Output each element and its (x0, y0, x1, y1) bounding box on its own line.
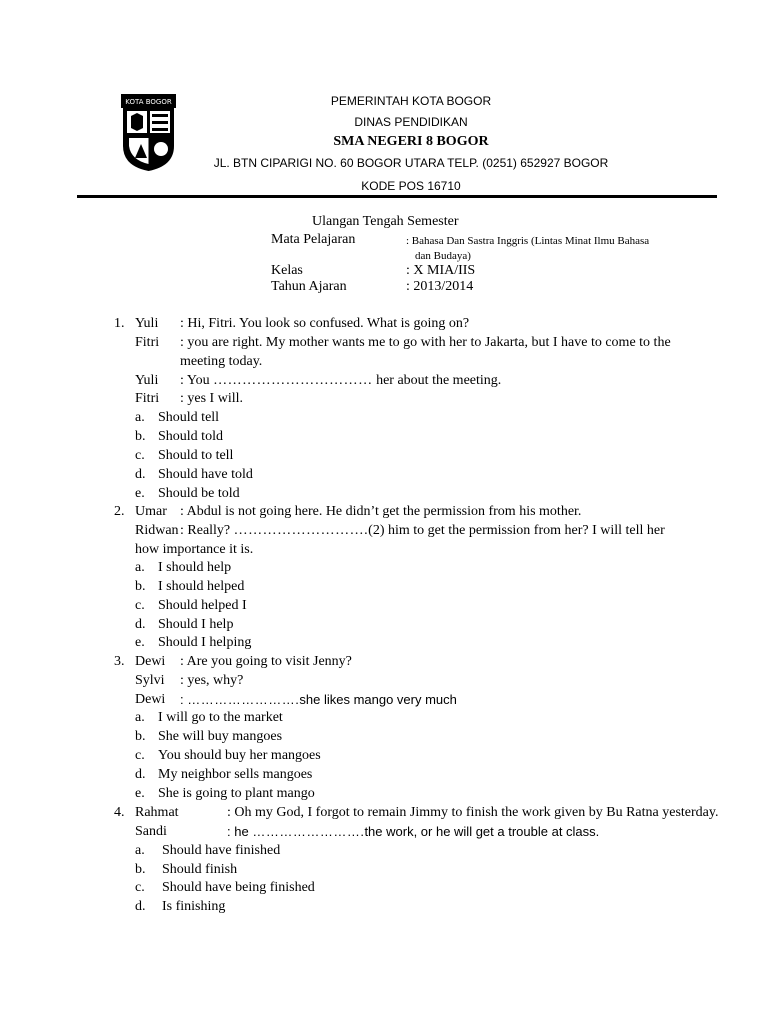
speaker: Rahmat (135, 805, 179, 820)
option-letter: b. (135, 429, 146, 444)
dialogue-text: she likes mango very much (299, 692, 457, 707)
option-text: Should helped I (158, 598, 247, 613)
header-postal-code: KODE POS 16710 (361, 179, 461, 193)
header-department: DINAS PENDIDIKAN (354, 115, 468, 129)
dialogue-line (180, 371, 501, 390)
option-text: Should to tell (158, 448, 234, 463)
option-letter: a. (135, 843, 145, 858)
subject-label: Mata Pelajaran (271, 232, 356, 247)
speaker: Yuli (135, 316, 159, 331)
question-number: 4. (114, 805, 125, 820)
speaker: Yuli (135, 373, 159, 388)
dialogue-text: the work, or he will get a trouble at class. (364, 824, 600, 839)
option-text: Should be told (158, 486, 240, 501)
option-text: Should have being finished (162, 880, 315, 895)
option-text: Should finish (162, 862, 238, 877)
question-number: 2. (114, 504, 125, 519)
header-school-name: SMA NEGERI 8 BOGOR (333, 134, 489, 149)
answer-blank: …………………………… (213, 373, 373, 388)
header-address: JL. BTN CIPARIGI NO. 60 BOGOR UTARA TELP. (0251) 652927 BOGOR (213, 156, 609, 170)
option-text: Should have told (158, 467, 253, 482)
option-letter: d. (135, 467, 146, 482)
dialogue-text: : You (180, 373, 210, 388)
header-divider (77, 195, 717, 198)
speaker: Sylvi (135, 673, 165, 688)
dialogue-line (180, 521, 665, 540)
answer-blank: ……………………. (252, 824, 365, 839)
option-text: My neighbor sells mangoes (158, 767, 313, 782)
option-letter: e. (135, 635, 145, 650)
question-number: 3. (114, 654, 125, 669)
option-text: I will go to the market (158, 710, 283, 725)
question-number: 1. (114, 316, 125, 331)
option-letter: b. (135, 862, 146, 877)
answer-blank: ……………………. (187, 692, 300, 707)
dialogue-text: (2) him to get the permission from her? I will tell her (368, 523, 665, 538)
kota-bogor-emblem (121, 94, 176, 172)
option-letter: c. (135, 748, 145, 763)
year-label: Tahun Ajaran (271, 279, 347, 294)
option-text: You should buy her mangoes (158, 748, 321, 763)
option-letter: e. (135, 486, 145, 501)
speaker: Sandi (135, 824, 167, 839)
class-value: : X MIA/IIS (406, 263, 476, 278)
dialogue-line (227, 822, 599, 841)
option-letter: c. (135, 598, 145, 613)
subject-value: : Bahasa Dan Sastra Inggris (Lintas Minat Ilmu Bahasa (406, 235, 650, 247)
dialogue-line-continued: meeting today. (180, 354, 263, 369)
dialogue-line: : Oh my God, I forgot to remain Jimmy to finish the work given by Bu Ratna yesterday. (227, 805, 719, 820)
speaker: Fitri (135, 335, 160, 350)
dialogue-line: : Abdul is not going here. He didn’t get the permission from his mother. (180, 504, 582, 519)
option-text: Should told (158, 429, 223, 444)
dialogue-line-continued: how importance it is. (135, 542, 254, 557)
option-text: Should have finished (162, 843, 281, 858)
dialogue-text: : (180, 692, 184, 707)
option-text: Should tell (158, 410, 220, 425)
speaker: Ridwan (135, 523, 179, 538)
option-letter: a. (135, 710, 145, 725)
dialogue-line: : yes I will. (180, 391, 243, 406)
option-text: Is finishing (162, 899, 226, 914)
option-text: She is going to plant mango (158, 786, 315, 801)
option-text: Should I help (158, 617, 234, 632)
header-government: PEMERINTAH KOTA BOGOR (330, 94, 492, 108)
dialogue-line: : yes, why? (180, 673, 244, 688)
option-letter: b. (135, 729, 146, 744)
answer-blank: ………………………. (233, 523, 369, 538)
dialogue-text: her about the meeting. (376, 373, 502, 388)
option-letter: d. (135, 617, 146, 632)
logo-text: KOTA BOGOR (125, 98, 172, 106)
option-letter: a. (135, 410, 145, 425)
option-letter: a. (135, 560, 145, 575)
speaker: Umar (135, 504, 167, 519)
option-text: She will buy mangoes (158, 729, 283, 744)
dialogue-text: : Really? (180, 523, 231, 538)
speaker: Dewi (135, 692, 166, 707)
option-letter: c. (135, 880, 145, 895)
option-letter: b. (135, 579, 146, 594)
option-letter: d. (135, 899, 146, 914)
dialogue-line: : Hi, Fitri. You look so confused. What is going on? (180, 316, 470, 331)
year-value: : 2013/2014 (406, 279, 474, 294)
exam-title: Ulangan Tengah Semester (312, 214, 459, 229)
class-label: Kelas (271, 263, 303, 278)
option-text: I should help (158, 560, 232, 575)
option-text: I should helped (158, 579, 245, 594)
option-letter: e. (135, 786, 145, 801)
dialogue-line (180, 690, 457, 709)
option-letter: c. (135, 448, 145, 463)
option-text: Should I helping (158, 635, 252, 650)
dialogue-line: : Are you going to visit Jenny? (180, 654, 352, 669)
option-letter: d. (135, 767, 146, 782)
dialogue-line: : you are right. My mother wants me to go with her to Jakarta, but I have to come to the (180, 335, 671, 350)
subject-value-continued: dan Budaya) (415, 250, 471, 262)
speaker: Fitri (135, 391, 160, 406)
speaker: Dewi (135, 654, 166, 669)
dialogue-text: : he (227, 824, 249, 839)
